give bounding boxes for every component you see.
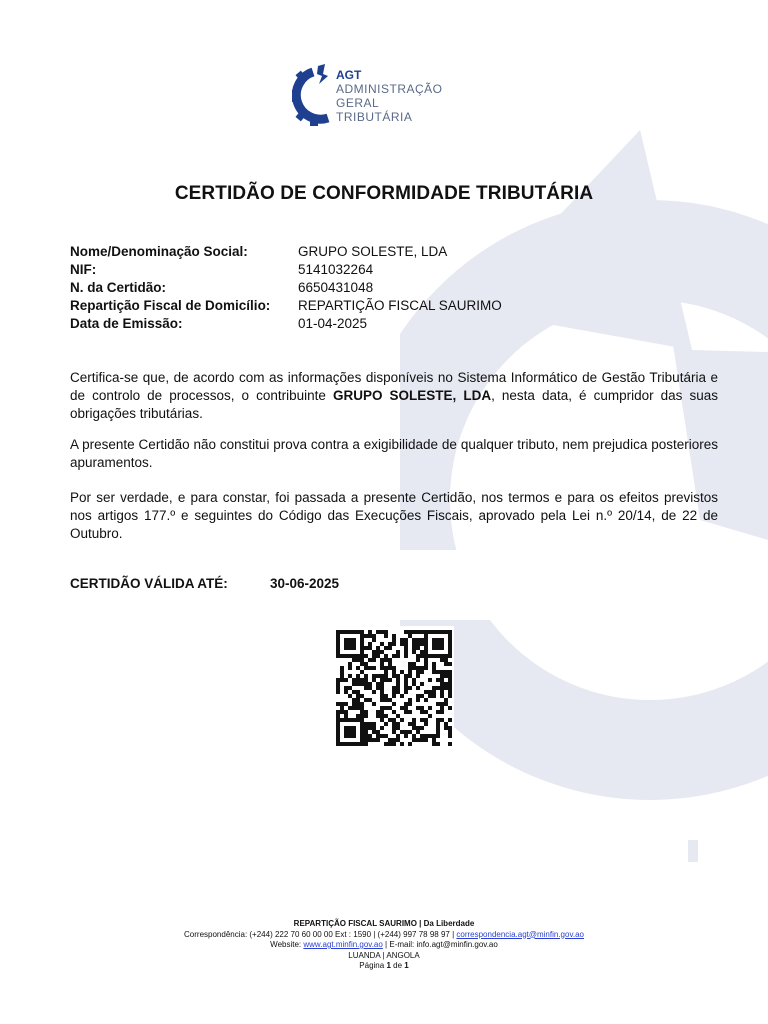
field-row-tax-office — [70, 297, 502, 315]
field-label: Data de Emissão: — [70, 316, 183, 331]
field-row-issue-date — [70, 315, 502, 333]
paragraph-text: , nesta data, é cumpridor das suas obrigações tributárias. — [70, 388, 718, 421]
document-title: CERTIDÃO DE CONFORMIDADE TRIBUTÁRIA — [174, 183, 594, 204]
footer-location: LUANDA | ANGOLA — [348, 950, 420, 960]
field-label: N. da Certidão: — [70, 280, 167, 295]
footer — [0, 919, 768, 972]
footer-email: | E-mail: info.agt@minfin.gov.ao — [382, 940, 498, 949]
certification-paragraph — [70, 369, 718, 423]
field-value: REPARTIÇÃO FISCAL SAURIMO — [298, 298, 502, 313]
taxpayer-name: GRUPO SOLESTE, LDA — [332, 388, 492, 403]
logo-line-2: GERAL — [336, 96, 380, 110]
field-value: 6650431048 — [298, 280, 374, 295]
field-value: 01-04-2025 — [298, 316, 368, 331]
footer-office: REPARTIÇÃO FISCAL SAURIMO — [293, 919, 417, 928]
page-of: de — [390, 961, 405, 970]
logo-line-1: ADMINISTRAÇÃO — [336, 82, 443, 96]
field-row-nif — [70, 261, 502, 279]
field-label: Repartição Fiscal de Domicílio: — [70, 298, 271, 313]
disclaimer-paragraph: A presente Certidão não constitui prova contra a exigibilidade de qualquer tributo, nem prejudica posteriores apuramentos. — [70, 437, 718, 470]
validity-label: CERTIDÃO VÁLIDA ATÉ: — [70, 576, 228, 591]
field-value: 5141032264 — [298, 262, 374, 277]
correspondence-email-link[interactable]: correspondencia.agt@minfin.gov.ao — [456, 929, 584, 939]
page-label: Página — [359, 961, 387, 970]
footer-office-line — [0, 919, 768, 930]
field-value: GRUPO SOLESTE, LDA — [298, 244, 448, 259]
paragraph-text: Certifica-se que, de acordo com as informações disponíveis no Sistema Informático de Gestão Tributária e de controlo de processos, o contribuinte — [70, 370, 718, 403]
field-label: NIF: — [70, 262, 97, 277]
agt-logo — [292, 62, 472, 130]
gear-logo-icon — [292, 62, 334, 130]
page-number — [0, 961, 768, 972]
field-label: Nome/Denominação Social: — [70, 244, 248, 259]
logo-acronym: AGT — [336, 68, 362, 82]
footer-website-line — [0, 940, 768, 951]
validity-line — [70, 576, 339, 591]
footer-office-suffix: | Da Liberdade — [416, 919, 475, 928]
legal-basis-paragraph: Por ser verdade, e para constar, foi passada a presente Certidão, nos termos e para os efeitos previstos nos artigos 177.º e seguintes do Código das Execuções Fiscais, aprovado pela Lei n.º 20/14, de 22 de Outubro. — [70, 490, 718, 541]
page-total: 1 — [404, 961, 409, 970]
website-link[interactable]: www.agt.minfin.gov.ao — [303, 940, 383, 949]
page-current: 1 — [386, 961, 391, 970]
field-row-certificate-number — [70, 279, 502, 297]
footer-correspondence: Correspondência: (+244) 222 70 60 00 00 Ext : 1590 | (+244) 997 78 98 97 | — [184, 929, 457, 939]
qr-code — [334, 626, 454, 754]
footer-correspondence-line — [0, 930, 768, 941]
footer-website-label: Website: — [270, 940, 304, 949]
logo-line-3: TRIBUTÁRIA — [336, 110, 413, 124]
validity-date: 30-06-2025 — [270, 576, 340, 591]
certificate-fields — [70, 243, 502, 333]
field-row-name — [70, 243, 502, 261]
